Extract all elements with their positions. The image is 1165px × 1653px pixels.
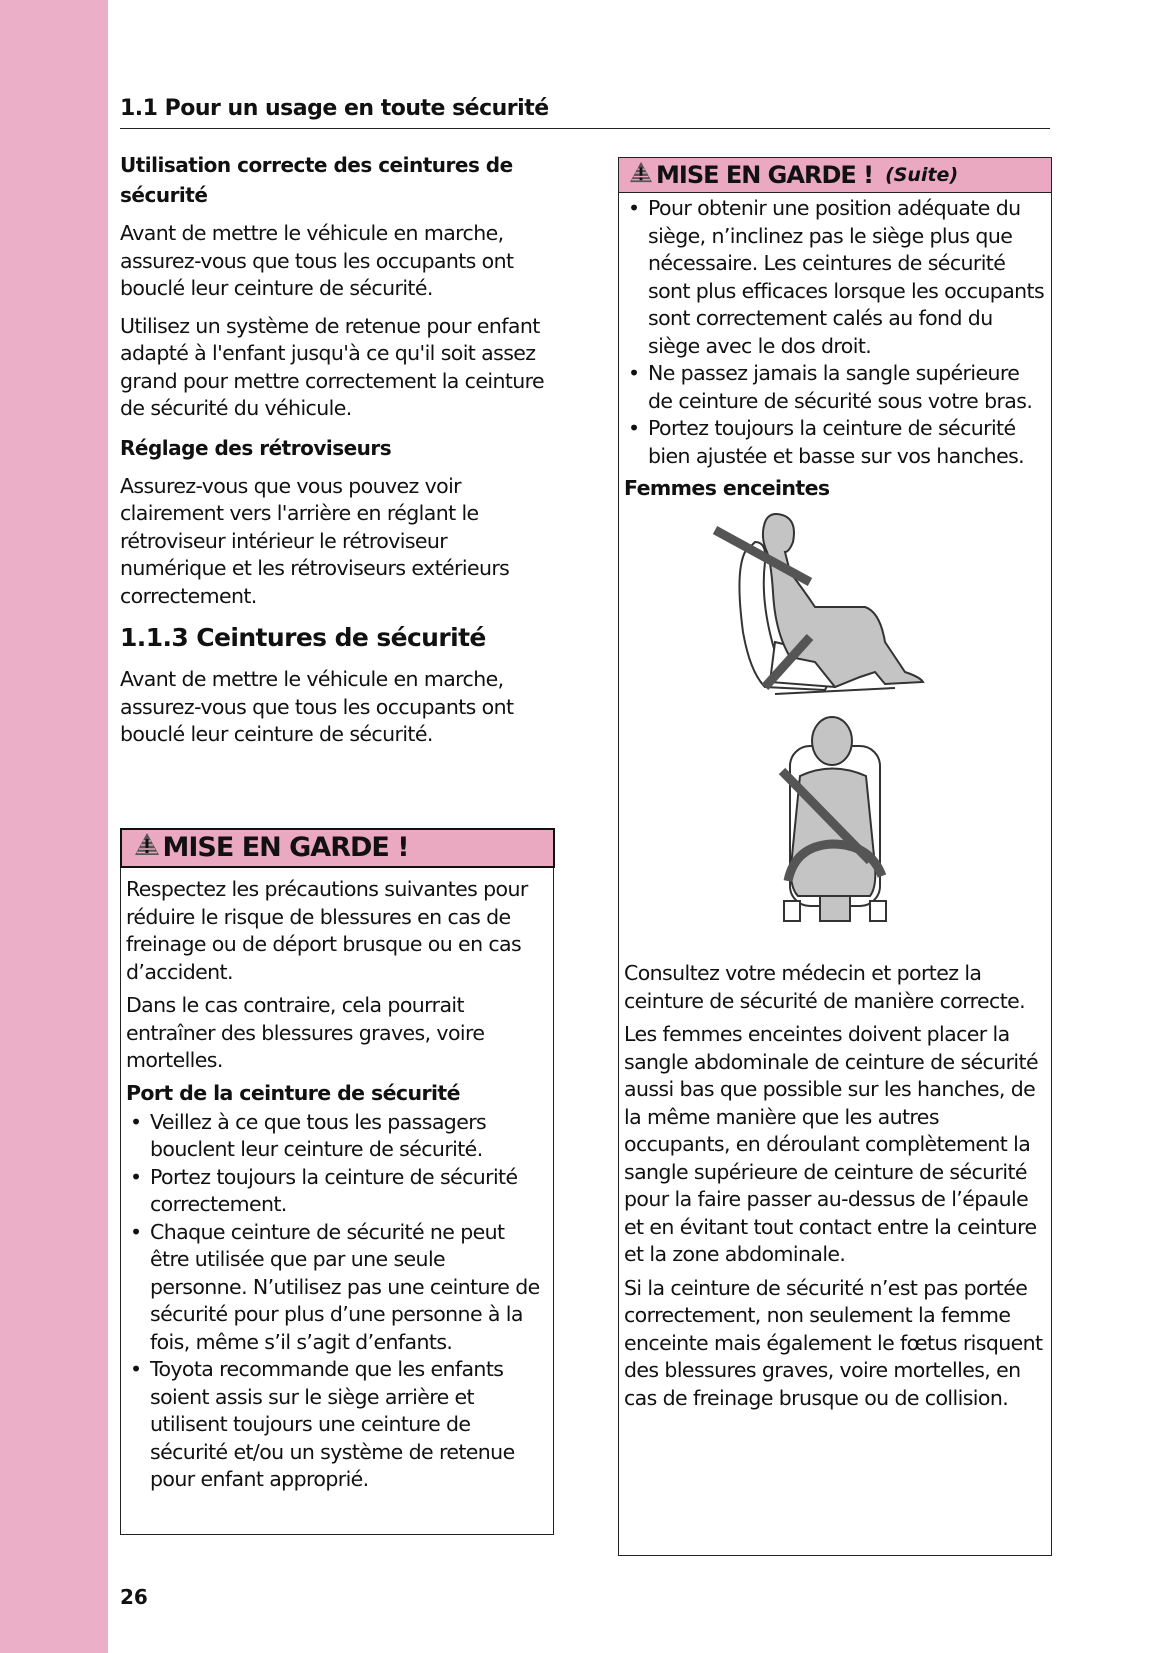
pregnant-woman-side-view-illustration <box>705 512 965 702</box>
warning-triangle-icon <box>134 832 160 863</box>
list-item: • Ne passez jamais la sangle supérieure de ceinture de sécurité sous votre bras. <box>628 361 1033 413</box>
section-heading: 1.1.3 Ceintures de sécurité <box>120 623 486 652</box>
list-item: • Pour obtenir une position adéquate du siège, n’inclinez pas le siège plus que nécessaire. Les ceintures de sécurité sont plus efficaces lorsque les occupants sont correctement calés au fond du siège avec le dos droit. <box>628 196 1045 358</box>
warning-title: MISE EN GARDE ! <box>162 832 409 863</box>
list-item: • Veillez à ce que tous les passagers bouclent leur ceinture de sécurité. <box>130 1109 487 1161</box>
subheading-seatbelt-use: Utilisation correcte des ceintures de sécurité <box>120 153 513 207</box>
subheading-belt-wearing: Port de la ceinture de sécurité <box>126 1080 460 1105</box>
warning-box <box>120 828 554 1535</box>
paragraph: Respectez les précautions suivantes pour réduire le risque de blessures en cas de freinage ou de déport brusque ou en cas d’accident. <box>126 877 528 984</box>
warning-title: MISE EN GARDE ! <box>656 161 874 189</box>
page-title: 1.1 Pour un usage en toute sécurité <box>120 96 1050 129</box>
warning-triangle-icon <box>629 161 653 189</box>
subheading-pregnant-women: Femmes enceintes <box>624 476 830 500</box>
paragraph: Si la ceinture de sécurité n’est pas portée correctement, non seulement la femme enceinte mais également le fœtus risquent des blessures graves, voire mortelles, en cas de freinage brusque ou de collision. <box>624 1275 1043 1410</box>
subheading-mirrors: Réglage des rétroviseurs <box>120 435 392 460</box>
continued-label: (Suite) <box>885 164 959 186</box>
side-color-band <box>0 0 108 1653</box>
paragraph: Avant de mettre le véhicule en marche, assurez-vous que tous les occupants ont bouclé leur ceinture de sécurité. <box>120 667 514 746</box>
list-item: • Toyota recommande que les enfants soient assis sur le siège arrière et utilisent toujours une ceinture de sécurité et/ou un système de retenue pour enfant approprié. <box>130 1357 515 1491</box>
list-item: • Chaque ceinture de sécurité ne peut être utilisée que par une seule personne. N’utilisez pas une ceinture de sécurité pour plus d’une personne à la fois, même s’il s’agit d’enfants. <box>130 1219 540 1354</box>
left-column <box>120 150 555 759</box>
warning-box-continued <box>618 157 1052 1556</box>
paragraph: Consultez votre médecin et portez la ceinture de sécurité de manière correcte. <box>624 961 1026 1013</box>
list-item: • Portez toujours la ceinture de sécurité bien ajustée et basse sur vos hanches. <box>628 416 1025 468</box>
warning-header <box>120 828 555 868</box>
warning-header <box>619 158 1051 193</box>
pregnant-woman-front-view-illustration <box>770 716 900 926</box>
paragraph: Assurez-vous que vous pouvez voir clairement vers l'arrière en réglant le rétroviseur intérieur le rétroviseur numérique et les rétroviseurs extérieurs correctement. <box>120 473 510 608</box>
page-number: 26 <box>120 1585 148 1609</box>
paragraph: Utilisez un système de retenue pour enfant adapté à l'enfant jusqu'à ce qu'il soit assez grand pour mettre correctement la ceinture de sécurité du véhicule. <box>120 313 545 420</box>
paragraph: Les femmes enceintes doivent placer la sangle abdominale de ceinture de sécurité aussi bas que possible sur les hanches, de la même manière que les autres occupants, en déroulant complètement la sangle supérieure de ceinture de sécurité pour la faire passer au-dessus de l’épaule et en évitant tout contact entre la ceinture et la zone abdominale. <box>624 1022 1038 1266</box>
list-item: • Portez toujours la ceinture de sécurité correctement. <box>130 1164 518 1216</box>
paragraph: Dans le cas contraire, cela pourrait entraîner des blessures graves, voire mortelles. <box>126 993 485 1072</box>
paragraph: Avant de mettre le véhicule en marche, assurez-vous que tous les occupants ont bouclé leur ceinture de sécurité. <box>120 221 514 300</box>
